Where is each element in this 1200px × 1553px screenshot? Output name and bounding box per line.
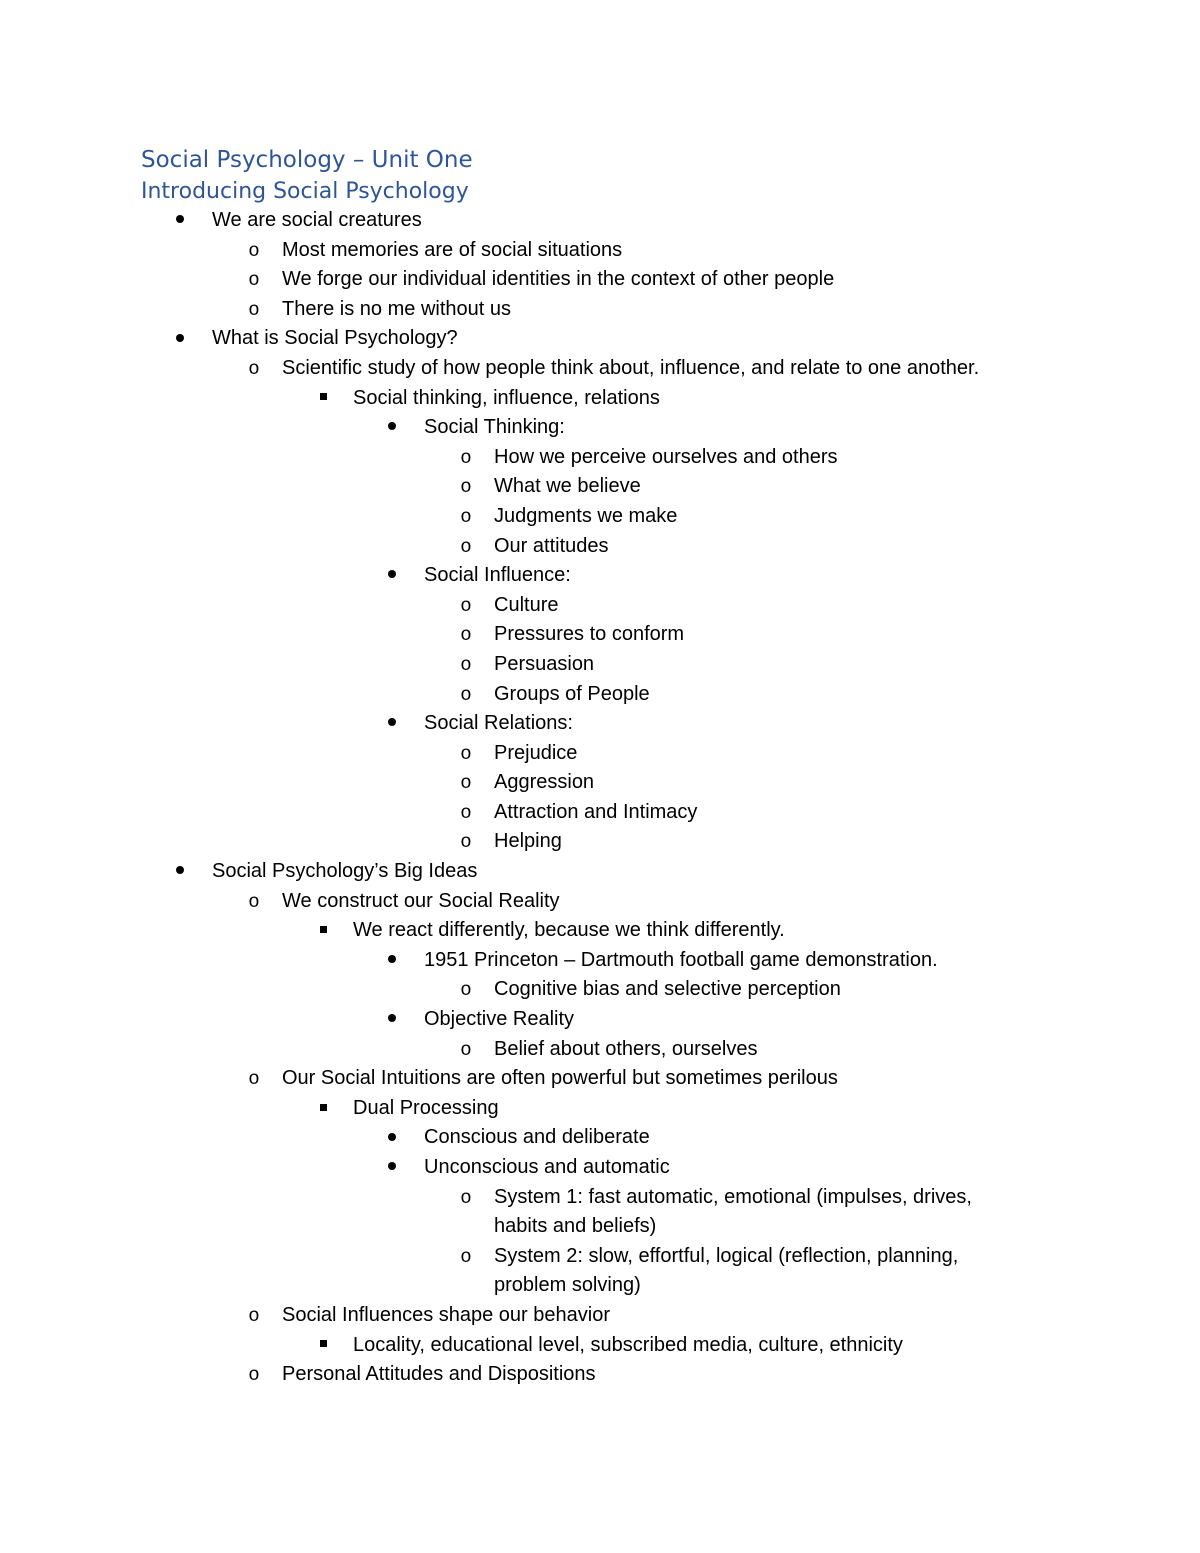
bullet-circle-icon: o xyxy=(460,1038,472,1061)
bullet-circle-icon: o xyxy=(460,742,472,765)
outline-item xyxy=(0,1035,1200,1065)
bullet-circle-icon: o xyxy=(248,1304,260,1327)
outline-item xyxy=(0,857,1200,887)
document-title: Social Psychology – Unit One xyxy=(141,147,473,173)
outline-item xyxy=(0,650,1200,680)
outline-item-text: Scientific study of how people think about, influence, and relate to one another. xyxy=(282,356,980,379)
bullet-disc-icon xyxy=(170,324,190,354)
bullet-disc-icon xyxy=(382,1153,402,1183)
outline-item xyxy=(0,413,1200,443)
bullet-circle-icon: o xyxy=(460,831,472,854)
outline-item-text: Locality, educational level, subscribed media, culture, ethnicity xyxy=(353,1333,903,1356)
outline-item-text: Culture xyxy=(494,593,559,616)
outline-item-text: Unconscious and automatic xyxy=(424,1156,670,1178)
outline-item xyxy=(0,709,1200,739)
outline-item xyxy=(0,768,1200,798)
outline-item xyxy=(0,1123,1200,1153)
outline-item xyxy=(0,887,1200,917)
bullet-square-icon xyxy=(313,1331,333,1361)
outline-item-text: Dual Processing xyxy=(353,1096,499,1119)
outline-item xyxy=(0,532,1200,562)
bullet-disc-icon xyxy=(170,857,190,887)
bullet-circle-icon: o xyxy=(460,1186,472,1209)
outline-item-text: Aggression xyxy=(494,771,595,794)
outline-item xyxy=(0,1064,1200,1094)
outline-item xyxy=(0,236,1200,266)
bullet-disc-icon xyxy=(382,1123,402,1153)
outline-item-text: Social Psychology’s Big Ideas xyxy=(212,860,478,883)
outline-item-text: Social thinking, influence, relations xyxy=(353,386,660,409)
bullet-circle-icon: o xyxy=(460,476,472,499)
outline-item-text: Pressures to conform xyxy=(494,623,685,646)
outline-item-text: Social Influences shape our behavior xyxy=(282,1303,610,1326)
outline-item-text: Cognitive bias and selective perception xyxy=(494,978,841,1001)
outline-item-text: Prejudice xyxy=(494,741,578,764)
bullet-circle-icon: o xyxy=(248,269,260,292)
outline-item-text: What is Social Psychology? xyxy=(212,327,458,350)
outline-item xyxy=(0,1153,1200,1183)
bullet-square-icon xyxy=(313,916,333,946)
outline-item-text: Conscious and deliberate xyxy=(424,1126,650,1149)
outline-item xyxy=(0,472,1200,502)
outline-item-text: Social Relations: xyxy=(424,712,573,735)
bullet-circle-icon: o xyxy=(460,683,472,706)
outline-item xyxy=(0,620,1200,650)
outline-item xyxy=(0,739,1200,769)
outline-item xyxy=(0,295,1200,325)
outline-item xyxy=(0,265,1200,295)
outline-item xyxy=(0,1271,1200,1301)
outline-item xyxy=(0,502,1200,532)
bullet-square-icon xyxy=(313,384,333,414)
bullet-circle-icon: o xyxy=(460,653,472,676)
bullet-outline xyxy=(0,206,1200,1390)
outline-item-text: 1951 Princeton – Dartmouth football game demonstration. xyxy=(424,948,938,971)
outline-item-text: Attraction and Intimacy xyxy=(494,800,698,823)
bullet-circle-icon: o xyxy=(248,1068,260,1091)
outline-item xyxy=(0,561,1200,591)
outline-item-text: We are social creatures xyxy=(212,209,422,231)
bullet-circle-icon: o xyxy=(248,357,260,380)
bullet-circle-icon: o xyxy=(248,239,260,262)
outline-item xyxy=(0,206,1200,236)
outline-item-text: System 2: slow, effortful, logical (reflection, planning, xyxy=(494,1244,959,1267)
bullet-square-icon xyxy=(313,1094,333,1124)
outline-item-text: Belief about others, ourselves xyxy=(494,1037,758,1060)
outline-item xyxy=(0,798,1200,828)
outline-item-text: How we perceive ourselves and others xyxy=(494,445,838,468)
outline-item xyxy=(0,1183,1200,1213)
outline-item-text: Our Social Intuitions are often powerful but sometimes perilous xyxy=(282,1067,838,1090)
outline-item-text: Judgments we make xyxy=(494,504,678,527)
bullet-disc-icon xyxy=(382,413,402,443)
outline-item-text: We forge our individual identities in the context of other people xyxy=(282,268,835,291)
outline-item-text: There is no me without us xyxy=(282,297,511,320)
bullet-circle-icon: o xyxy=(460,535,472,558)
outline-item xyxy=(0,916,1200,946)
bullet-disc-icon xyxy=(170,206,190,236)
bullet-circle-icon: o xyxy=(460,594,472,617)
outline-item-text: Our attitudes xyxy=(494,534,609,557)
outline-item-text: Social Thinking: xyxy=(424,416,565,439)
outline-item xyxy=(0,324,1200,354)
outline-item xyxy=(0,1005,1200,1035)
bullet-disc-icon xyxy=(382,946,402,976)
outline-item xyxy=(0,680,1200,710)
bullet-circle-icon: o xyxy=(460,1245,472,1268)
outline-item xyxy=(0,1360,1200,1390)
outline-item xyxy=(0,1212,1200,1242)
outline-item xyxy=(0,946,1200,976)
outline-item-text: System 1: fast automatic, emotional (impulses, drives, xyxy=(494,1185,972,1208)
outline-item xyxy=(0,354,1200,384)
bullet-circle-icon: o xyxy=(460,801,472,824)
outline-item-text: Groups of People xyxy=(494,682,650,705)
bullet-disc-icon xyxy=(382,561,402,591)
bullet-disc-icon xyxy=(382,709,402,739)
bullet-circle-icon: o xyxy=(460,979,472,1002)
outline-item-text: Objective Reality xyxy=(424,1008,575,1031)
outline-item-text: Most memories are of social situations xyxy=(282,238,623,261)
outline-item-text: habits and beliefs) xyxy=(494,1215,657,1238)
outline-item-text: We react differently, because we think differently. xyxy=(353,919,785,942)
outline-item xyxy=(0,827,1200,857)
outline-item-text: problem solving) xyxy=(494,1274,641,1297)
outline-item xyxy=(0,1301,1200,1331)
document-subtitle: Introducing Social Psychology xyxy=(141,179,469,204)
bullet-circle-icon: o xyxy=(248,1364,260,1387)
outline-item xyxy=(0,1094,1200,1124)
bullet-circle-icon: o xyxy=(460,446,472,469)
outline-item xyxy=(0,443,1200,473)
outline-item-text: Social Influence: xyxy=(424,564,571,587)
outline-item xyxy=(0,1242,1200,1272)
bullet-circle-icon: o xyxy=(460,505,472,528)
outline-item-text: Helping xyxy=(494,830,562,853)
outline-item-text: Persuasion xyxy=(494,652,595,675)
bullet-circle-icon: o xyxy=(460,772,472,795)
bullet-circle-icon: o xyxy=(460,624,472,647)
outline-item-text: We construct our Social Reality xyxy=(282,889,560,912)
outline-item-text: What we believe xyxy=(494,475,641,498)
outline-item xyxy=(0,975,1200,1005)
bullet-circle-icon: o xyxy=(248,890,260,913)
bullet-circle-icon: o xyxy=(248,298,260,321)
outline-item-text: Personal Attitudes and Dispositions xyxy=(282,1363,596,1386)
outline-item xyxy=(0,1331,1200,1361)
bullet-disc-icon xyxy=(382,1005,402,1035)
outline-item xyxy=(0,384,1200,414)
outline-item xyxy=(0,591,1200,621)
